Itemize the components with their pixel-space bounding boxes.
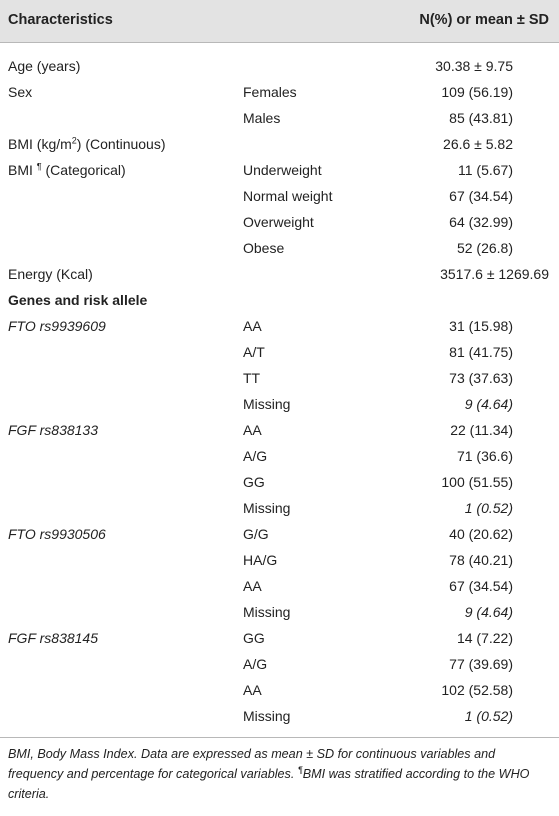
- table-row: [0, 131, 559, 157]
- gene-label: FGF rs838145: [8, 630, 99, 646]
- row-value: 81 (41.75): [449, 344, 513, 360]
- table-row: [0, 469, 559, 495]
- section-heading-row: [0, 287, 559, 313]
- row-value: 40 (20.62): [449, 526, 513, 542]
- row-value: 3517.6 ± 1269.69: [440, 266, 549, 282]
- footnote-main: BMI, Body Mass Index. Data are expressed as mean ± SD for continuous variables and frequency and percentage for categorical variables.: [8, 747, 496, 781]
- table-row: [0, 495, 559, 521]
- row-value: 1 (0.52): [464, 500, 513, 516]
- table-row: [0, 547, 559, 573]
- table-body: [0, 43, 559, 729]
- row-label: Sex: [8, 84, 33, 100]
- row-sublabel: Overweight: [243, 214, 314, 230]
- table-row: [0, 599, 559, 625]
- table-row: [0, 313, 559, 339]
- table-row: [0, 209, 559, 235]
- row-value: 102 (52.58): [441, 682, 513, 698]
- table-row: [0, 365, 559, 391]
- row-value: 9 (4.64): [464, 604, 513, 620]
- row-sublabel: Obese: [243, 240, 285, 256]
- row-value: 11 (5.67): [458, 162, 513, 178]
- row-sublabel: TT: [243, 370, 261, 386]
- gene-label: FTO rs9930506: [8, 526, 106, 542]
- row-value: 52 (26.8): [456, 240, 513, 256]
- row-value: 67 (34.54): [449, 578, 513, 594]
- row-sublabel: A/G: [243, 656, 268, 672]
- table-row: [0, 443, 559, 469]
- table-row: [0, 157, 559, 183]
- table-row: [0, 417, 559, 443]
- section-heading: Genes and risk allele: [8, 292, 148, 308]
- row-value: 1 (0.52): [464, 708, 513, 724]
- row-value: 67 (34.54): [449, 188, 513, 204]
- table-row: [0, 703, 559, 729]
- row-sublabel: AA: [243, 422, 262, 438]
- row-label: [8, 157, 126, 183]
- table-row: [0, 183, 559, 209]
- row-label: Age (years): [8, 58, 81, 74]
- row-value: 9 (4.64): [464, 396, 513, 412]
- footnote-rest: BMI was stratified according to the WHO criteria.: [8, 767, 530, 801]
- row-label: [8, 131, 166, 157]
- row-value: 100 (51.55): [441, 474, 513, 490]
- row-label: Energy (Kcal): [8, 266, 93, 282]
- row-label-post: ) (Continuous): [76, 136, 166, 152]
- row-sublabel: Missing: [243, 604, 291, 620]
- row-value: 22 (11.34): [450, 422, 513, 438]
- row-value: 78 (40.21): [449, 552, 513, 568]
- row-sublabel: G/G: [243, 526, 269, 542]
- row-sublabel: Females: [243, 84, 297, 100]
- row-sublabel: AA: [243, 578, 262, 594]
- row-sublabel: HA/G: [243, 552, 278, 568]
- table-row: [0, 339, 559, 365]
- table-row: [0, 521, 559, 547]
- row-sublabel: Missing: [243, 396, 291, 412]
- row-value: 14 (7.22): [456, 630, 513, 646]
- row-value: 109 (56.19): [441, 84, 513, 100]
- row-value: 31 (15.98): [449, 318, 513, 334]
- table-row: [0, 53, 559, 79]
- table-row: [0, 235, 559, 261]
- table-row: [0, 677, 559, 703]
- row-label-pre: BMI: [8, 162, 37, 178]
- row-value: 85 (43.81): [449, 110, 513, 126]
- table-row: [0, 391, 559, 417]
- row-label-pre: BMI (kg/m: [8, 136, 72, 152]
- row-value: 26.6 ± 5.82: [443, 136, 513, 152]
- row-sublabel: A/G: [243, 448, 268, 464]
- row-label-sup: 2: [71, 135, 77, 146]
- table-row: [0, 573, 559, 599]
- row-sublabel: Underweight: [243, 162, 322, 178]
- row-value: 73 (37.63): [449, 370, 513, 386]
- footnote-mark: ¶: [297, 764, 303, 775]
- row-label-sup: ¶: [36, 161, 42, 172]
- row-sublabel: A/T: [243, 344, 265, 360]
- gene-label: FTO rs9939609: [8, 318, 106, 334]
- row-sublabel: Missing: [243, 708, 291, 724]
- table-row: [0, 651, 559, 677]
- table-header: [0, 0, 559, 43]
- table-row: [0, 261, 559, 287]
- row-sublabel: AA: [243, 682, 262, 698]
- row-value: 71 (36.6): [456, 448, 513, 464]
- row-sublabel: GG: [243, 630, 265, 646]
- row-label-post: (Categorical): [41, 162, 126, 178]
- table-row: [0, 79, 559, 105]
- row-value: 77 (39.69): [449, 656, 513, 672]
- header-characteristics: Characteristics: [8, 12, 113, 28]
- table-row: [0, 105, 559, 131]
- row-sublabel: Missing: [243, 500, 291, 516]
- gene-label: FGF rs838133: [8, 422, 99, 438]
- row-sublabel: GG: [243, 474, 265, 490]
- header-n-or-mean: N(%) or mean ± SD: [419, 12, 549, 28]
- table-row: [0, 625, 559, 651]
- row-sublabel: AA: [243, 318, 262, 334]
- row-value: 30.38 ± 9.75: [435, 58, 513, 74]
- row-value: 64 (32.99): [449, 214, 513, 230]
- table-footnote: [0, 738, 559, 804]
- row-sublabel: Males: [243, 110, 281, 126]
- row-sublabel: Normal weight: [243, 188, 333, 204]
